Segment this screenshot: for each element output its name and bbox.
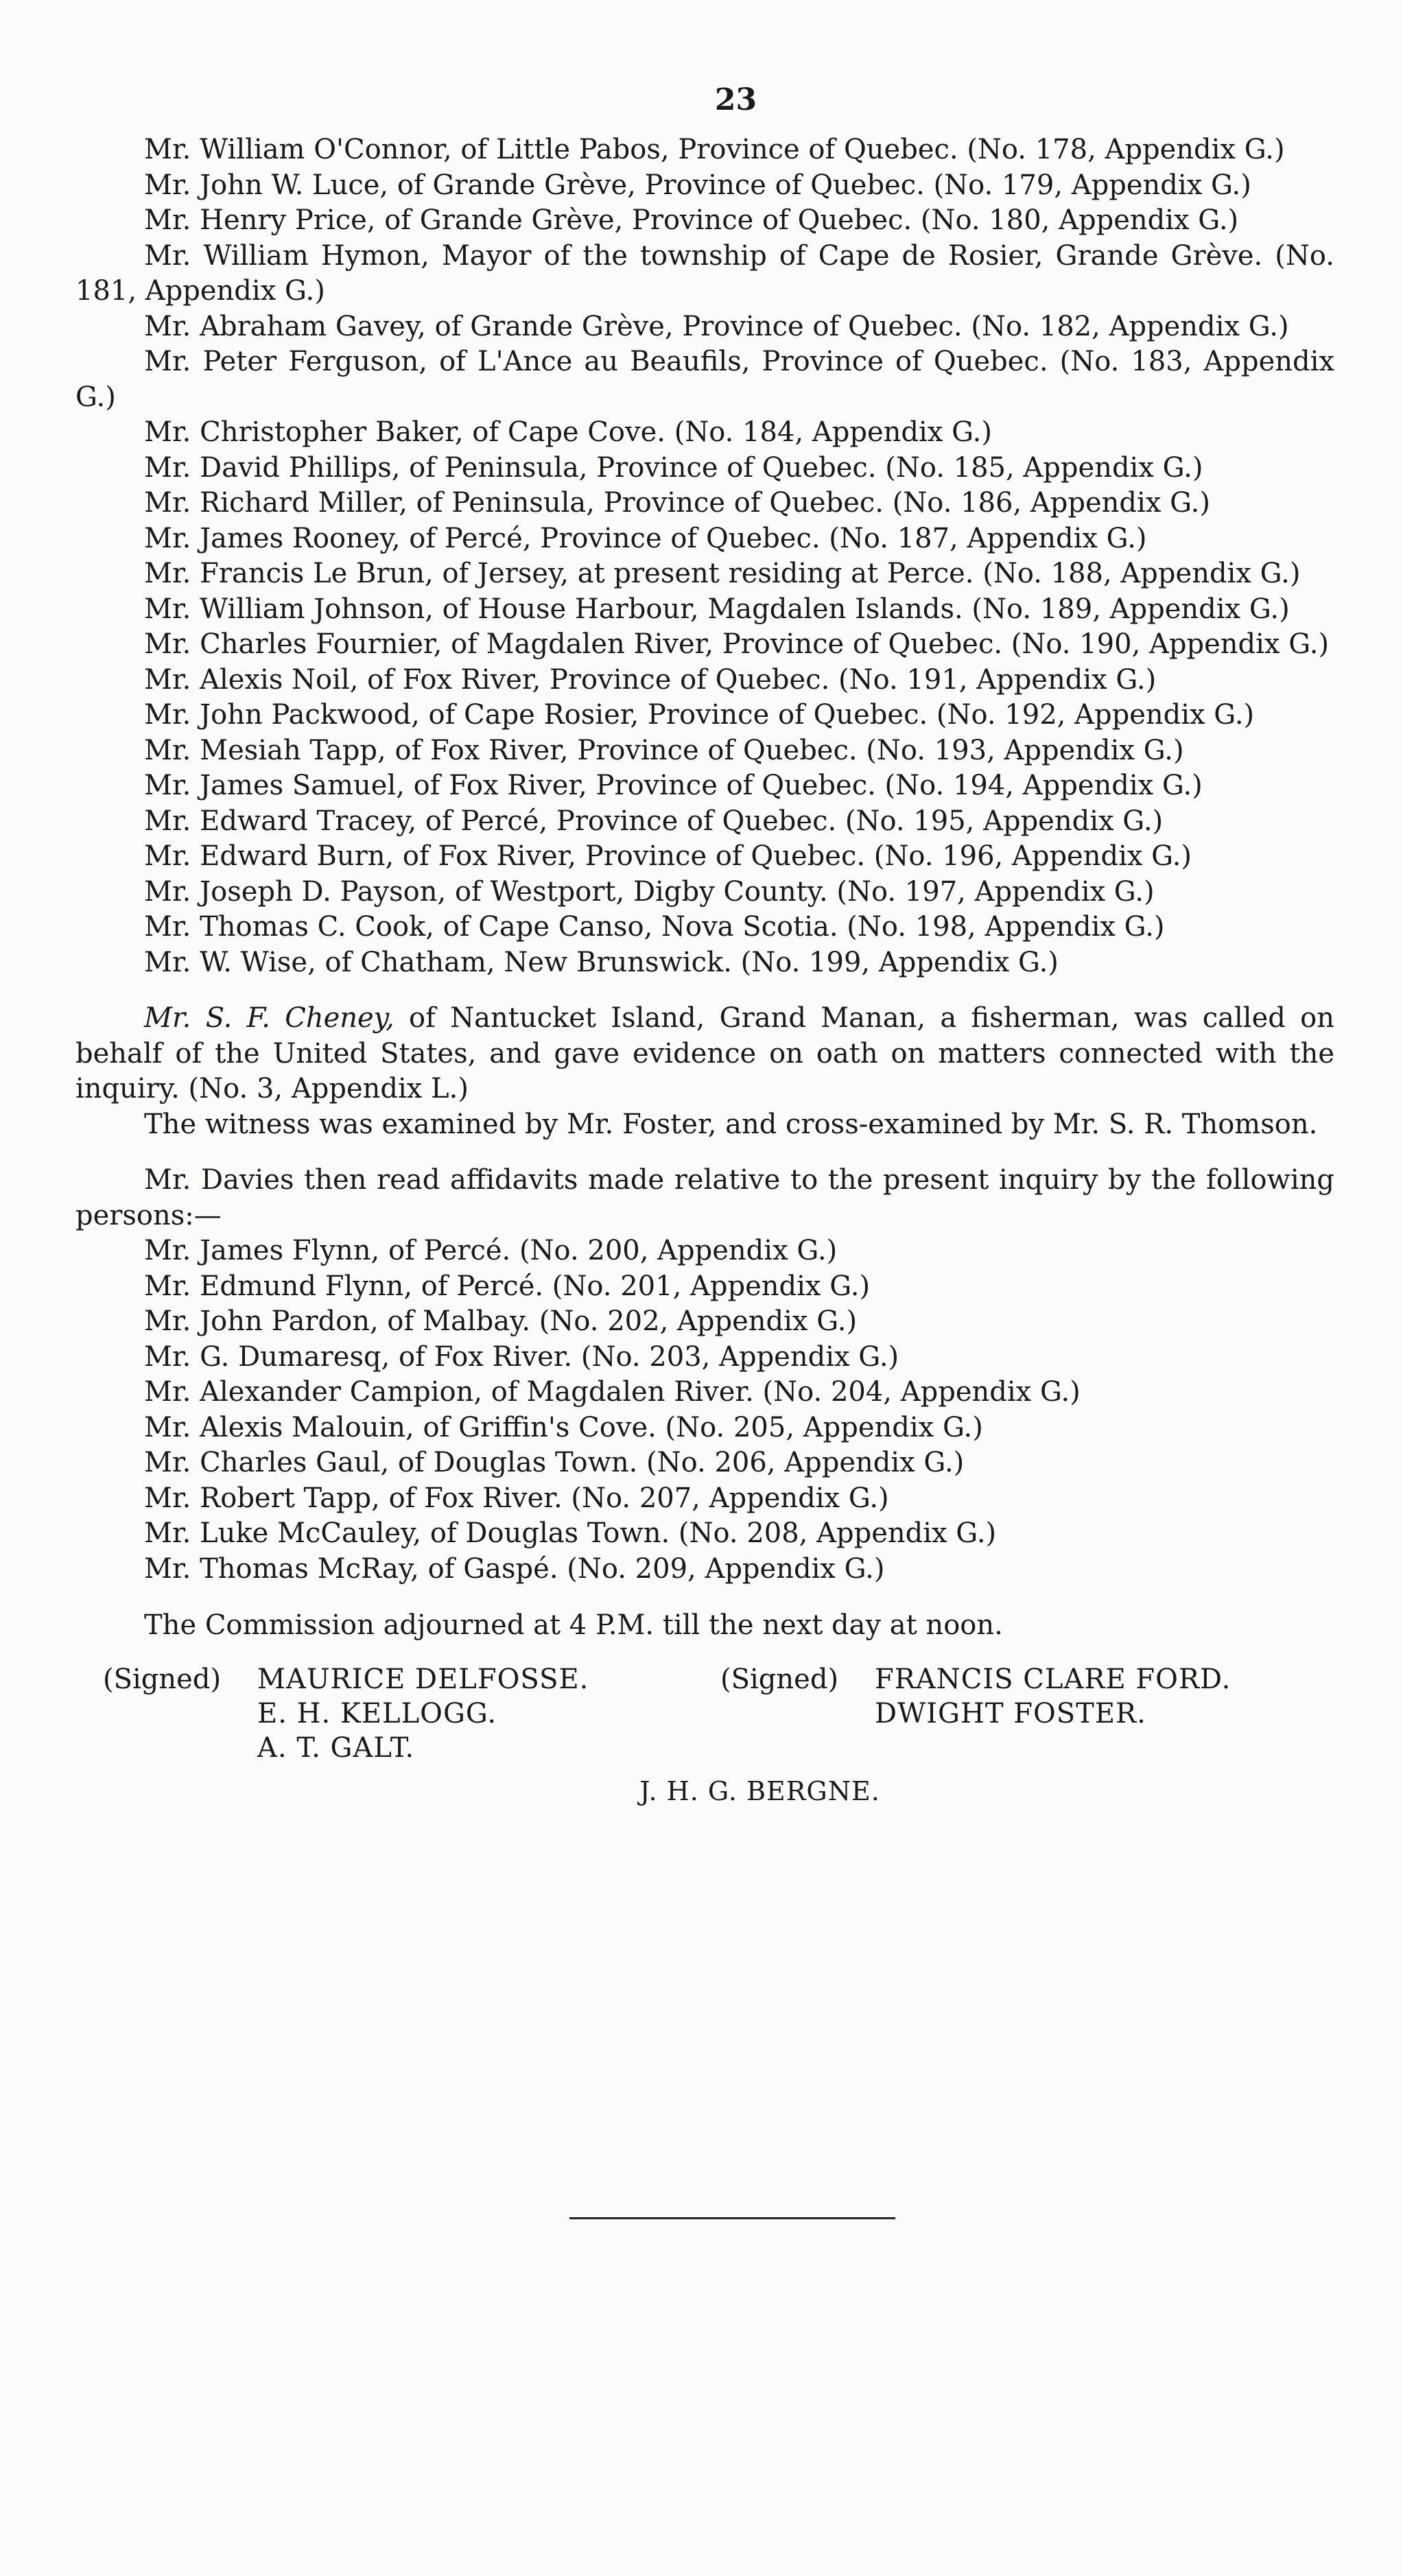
list-item: Mr. Edmund Flynn, of Percé. (No. 201, Appendix G.) [144,1270,871,1302]
list-item: Mr. Edward Burn, of Fox River, Province of Quebec. (No. 196, Appendix G.) [144,840,1192,872]
witness-name: Mr. S. F. Cheney, [144,1002,394,1034]
witness-text: of Nantucket Island, Grand Manan, a fisherman, was called on behalf of the United States, and gave evidence on oath on matters connected with the inquiry. (No. 3, Appendix L.) [75,1002,1334,1104]
page-number: 23 [714,82,757,117]
list-item: Mr. Francis Le Brun, of Jersey, at present residing at Perce. (No. 188, Appendix G.) [144,558,1301,589]
affidavits-section [75,1163,1334,1587]
signed-label: (Signed) [720,1664,839,1695]
list-item: Mr. William Hymon, Mayor of the township of Cape de Rosier, Grande Grève. (No. 181, Appendix G.) [75,239,1334,307]
signature-block [75,1662,1334,1772]
signatory-names [257,1662,589,1765]
list-item: Mr. James Flynn, of Percé. (No. 200, Appendix G.) [144,1235,838,1266]
signatory: FRANCIS CLARE FORD. [875,1664,1231,1695]
list-item: Mr. Abraham Gavey, of Grande Grève, Province of Quebec. (No. 182, Appendix G.) [144,310,1289,342]
list-item: Mr. G. Dumaresq, of Fox River. (No. 203, Appendix G.) [144,1340,899,1373]
signatory: MAURICE DELFOSSE. [257,1664,589,1695]
witness-paragraph [75,1001,1334,1142]
list-item: Mr. Christopher Baker, of Cape Cove. (No. 184, Appendix G.) [144,416,992,448]
list-item: Mr. Joseph D. Payson, of Westport, Digby County. (No. 197, Appendix G.) [144,875,1155,908]
signatory: DWIGHT FOSTER. [875,1698,1146,1729]
list-item: Mr. Robert Tapp, of Fox River. (No. 207, Appendix G.) [144,1482,889,1514]
list-item: Mr. Mesiah Tapp, of Fox River, Province of Quebec. (No. 193, Appendix G.) [144,734,1184,766]
list-item: Mr. William O'Connor, of Little Pabos, Province of Quebec. (No. 178, Appendix G.) [144,134,1285,165]
secretary-signature: J. H. G. BERGNE. [639,1776,880,1806]
signatory-names [875,1662,1231,1731]
list-item: Mr. John Packwood, of Cape Rosier, Province of Quebec. (No. 192, Appendix G.) [144,699,1255,731]
document-page [75,82,1334,1806]
list-item: Mr. Richard Miller, of Peninsula, Province of Quebec. (No. 186, Appendix G.) [144,487,1210,519]
list-item: Mr. Alexis Noil, of Fox River, Province of Quebec. (No. 191, Appendix G.) [144,663,1157,696]
list-item: Mr. Edward Tracey, of Percé, Province of Quebec. (No. 195, Appendix G.) [144,805,1164,837]
list-item: Mr. Thomas C. Cook, of Cape Canso, Nova Scotia. (No. 198, Appendix G.) [144,911,1165,943]
list-item: Mr. Peter Ferguson, of L'Ance au Beaufils, Province of Quebec. (No. 183, Appendix G.) [75,346,1334,413]
adjournment-note: The Commission adjourned at 4 P.M. till the next day at noon. [144,1609,1003,1641]
closing-divider [569,2217,895,2219]
signatures-right [720,1662,1231,1731]
examination-note: The witness was examined by Mr. Foster, and cross-examined by Mr. S. R. Thomson. [144,1108,1318,1140]
signatory: A. T. GALT. [257,1732,415,1764]
signed-label: (Signed) [103,1664,222,1695]
list-item: Mr. John Pardon, of Malbay. (No. 202, Appendix G.) [144,1305,858,1337]
signatures-left [103,1662,589,1765]
list-item: Mr. James Rooney, of Percé, Province of Quebec. (No. 187, Appendix G.) [144,522,1147,554]
affidavit-list [75,1233,1334,1587]
witness-entry-list [75,132,1334,980]
affidavits-intro: Mr. Davies then read affidavits made relative to the present inquiry by the following persons:— [75,1164,1334,1231]
list-item: Mr. Charles Fournier, of Magdalen River, Province of Quebec. (No. 190, Appendix G.) [144,628,1330,660]
signatory: E. H. KELLOGG. [257,1698,497,1729]
list-item: Mr. W. Wise, of Chatham, New Brunswick. (No. 199, Appendix G.) [144,946,1059,978]
list-item: Mr. Thomas McRay, of Gaspé. (No. 209, Appendix G.) [144,1552,885,1585]
witness-statement [75,1001,1334,1107]
list-item: Mr. Charles Gaul, of Douglas Town. (No. 206, Appendix G.) [144,1447,965,1478]
list-item: Mr. Luke McCauley, of Douglas Town. (No. 208, Appendix G.) [144,1517,997,1549]
list-item: Mr. William Johnson, of House Harbour, Magdalen Islands. (No. 189, Appendix G.) [144,593,1290,625]
list-item: Mr. Alexis Malouin, of Griffin's Cove. (No. 205, Appendix G.) [144,1411,983,1443]
list-item: Mr. John W. Luce, of Grande Grève, Province of Quebec. (No. 179, Appendix G.) [144,169,1251,201]
list-item: Mr. David Phillips, of Peninsula, Province of Quebec. (No. 185, Appendix G.) [144,451,1203,484]
list-item: Mr. Henry Price, of Grande Grève, Province of Quebec. (No. 180, Appendix G.) [144,204,1239,236]
list-item: Mr. James Samuel, of Fox River, Province of Quebec. (No. 194, Appendix G.) [144,770,1203,801]
list-item: Mr. Alexander Campion, of Magdalen River. (No. 204, Appendix G.) [144,1376,1081,1408]
